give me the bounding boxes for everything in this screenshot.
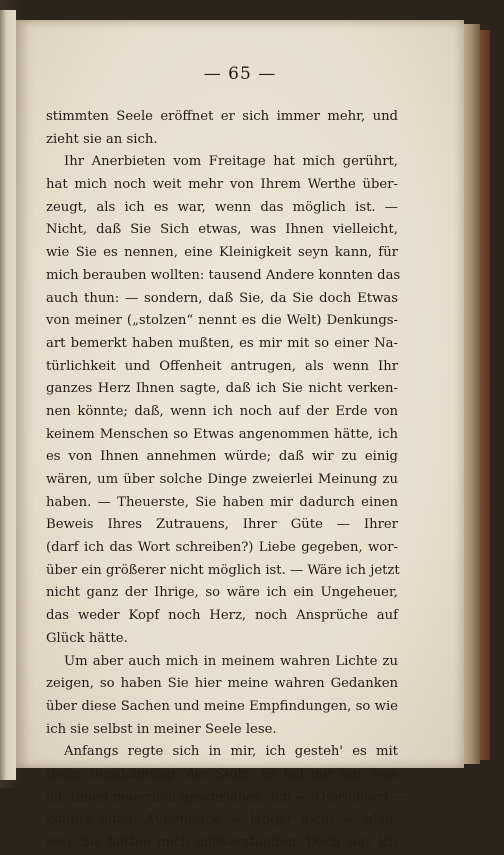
text-line: hat mich noch weit mehr von Ihrem Werthe über- — [46, 177, 398, 193]
text-line: von meiner („stolzen“ nennt es die Welt) Denkungs- — [46, 313, 398, 329]
text-line: das weder Kopf noch Herz, noch Ansprüche auf — [46, 608, 398, 624]
text-line: auch thun: — sondern, daß Sie, da Sie doch Etwas — [46, 290, 398, 306]
text-line: zeigen, so haben Sie hier meine wahren Gedanken — [46, 676, 398, 692]
text-line: Glück hätte. — [46, 630, 128, 646]
text-line: wären, um über solche Dinge zweierlei Meinung zu — [46, 472, 398, 487]
text-line: über ein größerer nicht möglich ist. — Wäre ich jetzt — [46, 562, 400, 578]
text-line: ganzes Herz Ihnen sagte, daß ich Sie nicht verken- — [46, 381, 398, 397]
text-line: ich sie selbst in meiner Seele lese. — [46, 721, 277, 737]
text-line: Nicht, daß Sie Sich etwas, was Ihnen vielleicht, — [46, 222, 398, 238]
text-line: ben, Sie hätten mich mißverstanden. Doch war ich — [46, 835, 398, 850]
text-line: haben. — Theuerste, Sie haben mir dadurch einen — [46, 494, 398, 510]
text-line: ich Ihnen neuerlich geschrieben; ich — Thörichter! — — [46, 789, 407, 805]
text-line: mich berauben wollten: tausend Andere konnten das — [46, 267, 401, 283]
text-line: konnte einen Augenblick — länger nicht — glau- — [46, 812, 398, 828]
text-line: wie Sie es nennen, eine Kleinigkeit seyn kann, für — [46, 245, 398, 261]
text-line: Anfangs regte sich in mir, ich gesteh' es mit — [64, 744, 398, 760]
body-text — [46, 106, 407, 855]
text-line: nicht ganz der Ihrige, so wäre ich ein Ungeheuer, — [46, 585, 398, 601]
text-line: keinem Menschen so Etwas angenommen hätte, ich — [46, 426, 398, 442]
book-page — [16, 20, 464, 850]
text-line: Um aber auch mich in meinem wahren Lichte zu — [64, 653, 398, 669]
book-cover-edge — [480, 30, 490, 760]
page-number: — 65 — — [203, 64, 277, 84]
text-line: türlichkeit und Offenheit antrugen, als wenn Ihr — [46, 358, 398, 374]
text-line: tiefer Beschämung, der Stolz. Es fiel mir ein, was — [46, 766, 398, 782]
text-line: Beweis Ihres Zutrauens, Ihrer Güte — Ihrer — [46, 517, 398, 533]
text-line: nen könnte; daß, wenn ich noch auf der Erde von — [46, 403, 398, 419]
text-line: es von Ihnen annehmen würde; daß wir zu einig — [46, 449, 398, 465]
facing-page-edge — [0, 10, 16, 780]
text-line: stimmten Seele eröffnet er sich immer mehr, und — [46, 109, 398, 124]
text-line: art bemerkt haben mußten, es mir mit so einer Na- — [46, 335, 398, 351]
text-line: (darf ich das Wort schreiben?) Liebe gegeben, wor- — [46, 540, 398, 556]
text-line: Ihr Anerbieten vom Freitage hat mich gerührt, — [64, 154, 398, 170]
text-line: zieht sie an sich. — [46, 131, 158, 147]
page-stack-edge — [464, 24, 480, 764]
text-line: zeugt, als ich es war, wenn das möglich ist. — — [46, 199, 398, 215]
text-line: über diese Sachen und meine Empfindungen, so wie — [46, 698, 398, 714]
